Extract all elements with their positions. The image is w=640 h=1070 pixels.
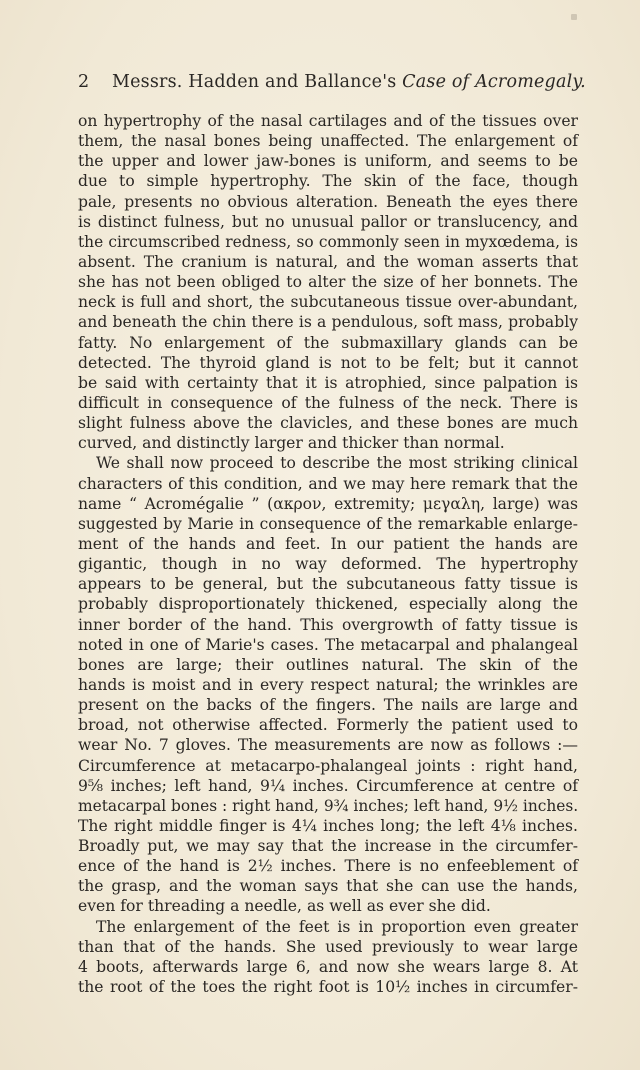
text-line: The right middle finger is 4¼ inches long; the left 4⅛ inches. (78, 816, 578, 835)
page-number: 2 (78, 72, 90, 92)
text-line: fatty. No enlargement of the submaxillary glands can be (78, 333, 578, 352)
text-line: ence of the hand is 2½ inches. There is no enfeeblement of (78, 857, 578, 876)
text-line: on hypertrophy of the nasal cartilages and of the tissues over (78, 112, 578, 130)
text-line: 4 boots, afterwards large 6, and now she wears large 8. At (78, 957, 578, 976)
text-line: the upper and lower jaw-bones is uniform, and seems to be (78, 152, 578, 171)
text-line: the circumscribed redness, so commonly seen in myxœdema, is (78, 232, 578, 251)
text-line: inner border of the hand. This overgrowth of fatty tissue is (78, 615, 578, 634)
text-line: bones are large; their outlines natural. The skin of the (78, 655, 578, 674)
text-line: suggested by Marie in consequence of the remarkable enlarge- (78, 514, 578, 533)
text-line: them, the nasal bones being unaffected. The enlargement of (78, 132, 578, 151)
text-line: Circumference at metacarpo-phalangeal joints : right hand, (78, 756, 578, 775)
text-line: hands is moist and in every respect natural; the wrinkles are (78, 675, 578, 694)
text-line: characters of this condition, and we may here remark that the (78, 474, 578, 493)
running-head-authors: Messrs. Hadden and Ballance's (112, 72, 403, 92)
text-line: 9⅝ inches; left hand, 9¼ inches. Circumference at centre of (78, 776, 578, 795)
text-line: metacarpal bones : right hand, 9¾ inches; left hand, 9½ inches. (78, 796, 579, 815)
text-line: Broadly put, we may say that the increase in the circumfer- (78, 837, 578, 856)
text-line: due to simple hypertrophy. The skin of the face, though (78, 172, 578, 191)
text-line: be said with certainty that it is atrophied, since palpation is (78, 373, 578, 392)
text-line: is distinct fulness, but no unusual pallor or translucency, and (78, 212, 578, 231)
text-line: broad, not otherwise affected. Formerly the patient used to (78, 716, 578, 735)
text-line: the root of the toes the right foot is 10½ inches in circumfer- (78, 978, 578, 997)
text-line: slight fulness above the clavicles, and these bones are much (78, 414, 578, 433)
text-line: she has not been obliged to alter the size of her bonnets. The (78, 273, 578, 292)
text-line: difficult in consequence of the fulness of the neck. There is (78, 393, 578, 412)
text-line: curved, and distinctly larger and thicker than normal. (78, 434, 505, 453)
text-line: present on the backs of the fingers. The nails are large and (78, 696, 578, 715)
text-line: absent. The cranium is natural, and the woman asserts that (78, 252, 578, 271)
text-line: probably disproportionately thickened, especially along the (78, 595, 578, 614)
text-line: and beneath the chin there is a pendulous, soft mass, probably (78, 313, 578, 332)
text-line: wear No. 7 gloves. The measurements are now as follows :— (78, 736, 578, 755)
text-line: name “ Acromégalie ” (ακρον, extremity; μεγαλη, large) was (78, 494, 578, 513)
text-line: The enlargement of the feet is in proportion even greater (96, 917, 578, 936)
text-line: neck is full and short, the subcutaneous tissue over-abundant, (78, 293, 578, 312)
running-head-title: Case of Acromegaly. (402, 72, 586, 92)
running-head (78, 70, 586, 94)
text-line: appears to be general, but the subcutaneous fatty tissue is (78, 575, 578, 594)
text-line: noted in one of Marie's cases. The metacarpal and phalangeal (78, 635, 578, 654)
text-line: gigantic, though in no way deformed. The hypertrophy (78, 555, 578, 574)
text-line: even for threading a needle, as well as ever she did. (78, 897, 491, 916)
text-line: ment of the hands and feet. In our patient the hands are (78, 534, 578, 553)
text-line: than that of the hands. She used previously to wear large (78, 937, 578, 956)
page-speck (571, 14, 577, 20)
text-line: pale, presents no obvious alteration. Beneath the eyes there (78, 192, 578, 211)
text-line: We shall now proceed to describe the most striking clinical (96, 454, 578, 473)
body-text (78, 111, 578, 997)
text-line: the grasp, and the woman says that she can use the hands, (78, 877, 578, 896)
text-line: detected. The thyroid gland is not to be felt; but it cannot (78, 353, 578, 372)
